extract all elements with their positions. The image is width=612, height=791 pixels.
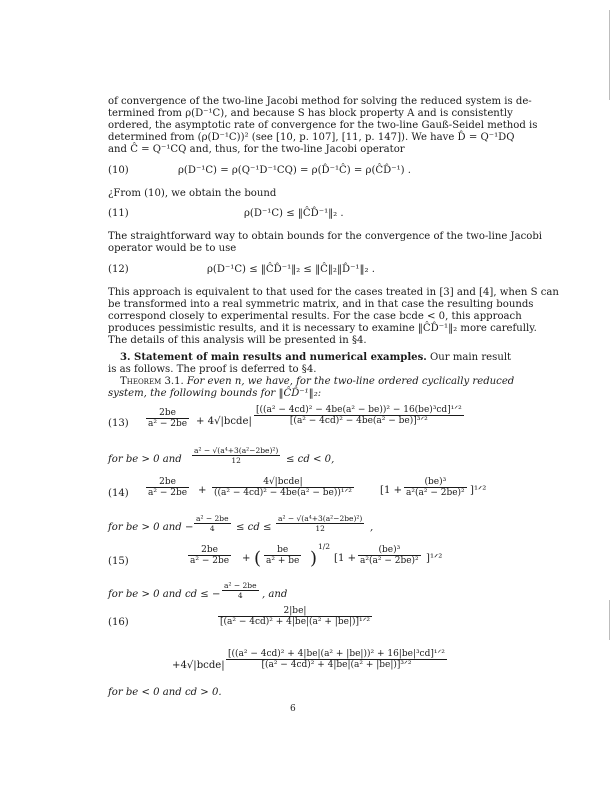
scan-edge [609,600,610,640]
fraction [254,405,464,426]
fraction-numerator: 2|be| [218,606,372,617]
paren-open: ( [254,548,262,569]
fraction-numerator: 2be [188,545,231,556]
theorem-line [120,376,525,388]
theorem-text: For even n, we have, for the two-line ordered cyclically reduced [183,376,515,387]
fraction-denominator: a² − 2be [148,488,188,498]
equation-number: (14) [108,488,129,499]
exponent: 1/2 [318,542,331,551]
equation-term: + [198,485,207,496]
fraction-numerator: a² − 2be [196,514,229,523]
equation-10: ρ(D⁻¹C) = ρ(Q⁻¹D⁻¹CQ) = ρ(D̂⁻¹Ĉ) = ρ(ĈD̂⁻¹) . [178,165,411,176]
equation-term: ]¹ᐟ² [470,485,487,496]
text-line: termined from ρ(D⁻¹C), and because S has block property A and is consistently [108,108,513,119]
fraction-denominator: 12 [315,524,325,533]
condition: for be > 0 and cd ≤ − [108,589,221,600]
equation-number: (13) [108,418,129,429]
section-text: Our main result [426,352,512,363]
fraction-numerator: a² − 2be [224,581,257,590]
equation-12: ρ(D⁻¹C) ≤ ‖ĈD̂⁻¹‖₂ ≤ ‖Ĉ‖₂‖D̂⁻¹‖₂ . [207,264,375,275]
text-line: determined from (ρ(D⁻¹C))² (see [10, p. 107], [11, p. 147]). We have D̂ = Q⁻¹DQ [108,132,515,143]
fraction [404,477,467,498]
fraction [212,477,354,498]
fraction [218,606,372,627]
fraction-denominator: a²(a² − 2be)² [360,556,419,566]
text-line: and Ĉ = Q⁻¹CQ and, thus, for the two-line Jacobi operator [108,144,405,155]
text-line: ¿From (10), we obtain the bound [108,188,277,199]
text-line: of convergence of the two-line Jacobi method for solving the reduced system is de- [108,96,532,107]
fraction-denominator: 4 [237,591,243,600]
text-line: This approach is equivalent to that used for the cases treated in [3] and [4], when S can [108,287,559,298]
equation-term: [1 + [380,485,403,496]
fraction-numerator: a² − √(a⁴+3(a²−2be)²) [278,514,363,523]
scan-edge [609,10,610,100]
fraction-numerator: [((a² − 4cd)² − 4be(a² − be))² − 16(be)³cd]¹ᐟ² [256,405,462,415]
condition: ≤ cd ≤ [236,522,272,533]
fraction-denominator: 4 [209,524,215,533]
fraction-numerator: be [264,545,301,556]
equation-term: + 4√|bcde| [196,416,252,427]
fraction-numerator: 2be [146,477,189,488]
fraction [194,514,231,533]
fraction [146,477,189,498]
equation-number: (11) [108,208,129,219]
text-line: correspond closely to experimental results. For the case bcde < 0, this approach [108,311,522,322]
theorem-label: Theorem 3.1. [120,376,184,387]
condition: for be < 0 and cd > 0. [108,687,222,698]
fraction-numerator: a² − √(a⁴+3(a²−2be)²) [194,446,279,455]
condition: for be > 0 and [108,454,182,465]
fraction [146,408,189,429]
paren-close: ) [310,548,318,569]
equation-term: + [242,553,251,564]
fraction-denominator: a² + be [266,556,300,566]
fraction-denominator: a² − 2be [148,419,188,429]
fraction-denominator: a²(a² − 2be)² [406,488,465,498]
condition: , and [262,589,288,600]
text-line: The straightforward way to obtain bounds for the convergence of the two-line Jacobi [108,231,543,242]
equation-number: (15) [108,556,129,567]
fraction [264,545,301,566]
condition: , [370,522,374,533]
fraction-denominator: ((a² − 4cd)² − 4be(a² − be))¹ᐟ² [214,488,352,498]
fraction [188,545,231,566]
fraction-numerator: [((a² − 4cd)² + 4|be|(a² + |be|))² + 16|be|³cd]¹ᐟ² [228,649,445,659]
text-line: operator would be to use [108,243,237,254]
fraction-numerator: (be)³ [358,545,421,556]
fraction-denominator: [(a² − 4cd)² + 4|be|(a² + |be|)]³ᐟ² [261,660,412,670]
text-line: be transformed into a real symmetric matrix, and in that case the resulting bounds [108,299,534,310]
fraction-denominator: [(a² − 4cd)² − 4be(a² − be)]³ᐟ² [289,416,428,426]
fraction-denominator: a² − 2be [190,556,230,566]
fraction-denominator: 12 [231,456,241,465]
equation-term: ]¹ᐟ² [426,553,443,564]
condition: for be > 0 and − [108,522,194,533]
fraction-numerator: 2be [146,408,189,419]
equation-number: (12) [108,264,129,275]
section-line [120,352,525,364]
fraction-numerator: (be)³ [404,477,467,488]
theorem-text: system, the following bounds for ‖ĈD̂⁻¹‖₂: [108,388,322,399]
fraction [276,514,364,533]
fraction [226,649,447,670]
section-heading: 3. Statement of main results and numerical examples. [120,352,427,363]
page-number: 6 [290,704,296,714]
text-line: The details of this analysis will be presented in §4. [108,335,367,346]
equation-11: ρ(D⁻¹C) ≤ ‖ĈD̂⁻¹‖₂ . [244,208,344,219]
text-line: produces pessimistic results, and it is necessary to examine ‖ĈD̂⁻¹‖₂ more carefully. [108,323,537,334]
equation-term: +4√|bcde| [172,660,225,671]
equation-number: (10) [108,165,129,176]
fraction [358,545,421,566]
fraction [222,581,259,600]
fraction-denominator: [(a² − 4cd)² + 4|be|(a² + |be|)]¹ᐟ² [220,617,370,627]
fraction-numerator: 4√|bcde| [212,477,354,488]
equation-number: (16) [108,617,129,628]
text-line: is as follows. The proof is deferred to §4. [108,364,317,375]
equation-term: [1 + [334,553,357,564]
condition: ≤ cd < 0, [286,454,335,465]
text-line: ordered, the asymptotic rate of convergence for the two-line Gauß-Seidel method is [108,120,538,131]
fraction [192,446,280,465]
